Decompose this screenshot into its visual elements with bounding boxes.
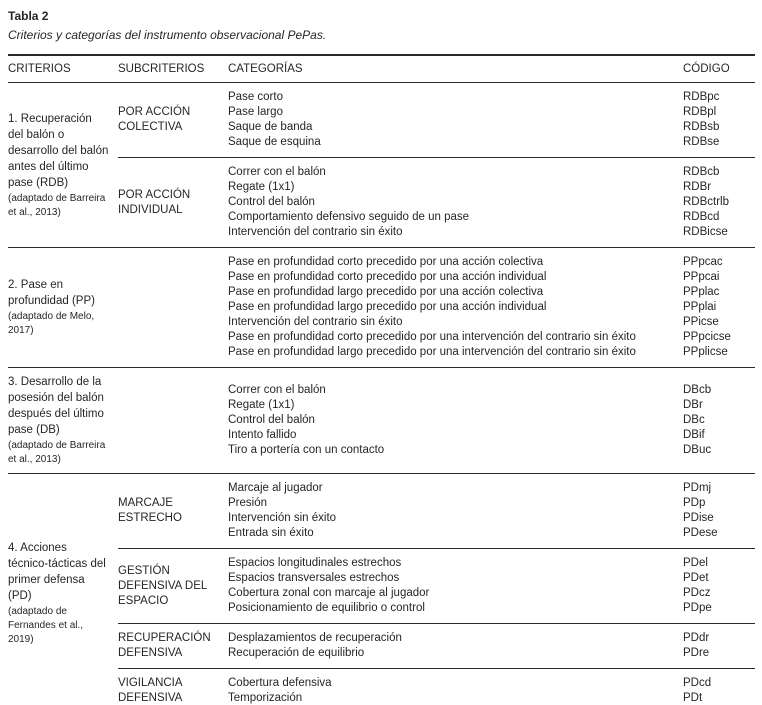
subcriterio-cell bbox=[118, 248, 228, 368]
categoria-label: Pase en profundidad largo precedido por una acción individual bbox=[228, 301, 547, 313]
categoria-label: Intento fallido bbox=[228, 429, 297, 441]
codigo-label: PDese bbox=[683, 527, 718, 539]
categorias-cell bbox=[228, 83, 683, 158]
codigo-label: PPplac bbox=[683, 286, 720, 298]
categoria-label: Espacios longitudinales estrechos bbox=[228, 557, 402, 569]
codigo-label: PPicse bbox=[683, 316, 719, 328]
categoria-label: Correr con el balón bbox=[228, 166, 326, 178]
categoria-label: Espacios transversales estrechos bbox=[228, 572, 400, 584]
codigo-label: PDpe bbox=[683, 602, 712, 614]
categoria-label: Control del balón bbox=[228, 414, 315, 426]
codigos-cell bbox=[683, 83, 755, 158]
codigos-cell bbox=[683, 669, 755, 705]
categoria-label: Regate (1x1) bbox=[228, 399, 295, 411]
categoria-label: Pase en profundidad corto precedido por una acción individual bbox=[228, 271, 547, 283]
criterio-source-note: (adaptado de Barreira et al., 2013) bbox=[8, 192, 106, 218]
subcriterio-cell: GESTIÓN DEFENSIVA DEL ESPACIO bbox=[118, 549, 228, 624]
categoria-label: Tiro a portería con un contacto bbox=[228, 444, 385, 456]
criterio-source-note: (adaptado de Barreira et al., 2013) bbox=[8, 440, 106, 465]
codigo-label: DBif bbox=[683, 429, 705, 441]
codigos-cell bbox=[683, 624, 755, 669]
categoria-label: Intervención sin éxito bbox=[228, 512, 337, 524]
criterio-cell bbox=[8, 248, 118, 368]
criterio-cell bbox=[8, 83, 118, 248]
codigo-label: PDcd bbox=[683, 677, 712, 689]
subcriterio-cell: MARCAJE ESTRECHO bbox=[118, 474, 228, 549]
codigo-label: PPplai bbox=[683, 301, 717, 313]
table-body bbox=[8, 83, 755, 705]
categoria-label: Pase en profundidad corto precedido por una acción colectiva bbox=[228, 256, 544, 268]
categoria-label: Comportamiento defensivo seguido de un pase bbox=[228, 211, 470, 223]
categorias-cell bbox=[228, 474, 683, 549]
criterio-label: 3. Desarrollo de la posesión del balón después del último pase (DB) bbox=[8, 376, 104, 436]
categoria-label: Pase corto bbox=[228, 91, 283, 103]
codigos-cell bbox=[683, 549, 755, 624]
codigos-cell bbox=[683, 474, 755, 549]
codigos-cell bbox=[683, 158, 755, 248]
subcriterio-cell: RECUPERACIÓN DEFENSIVA bbox=[118, 624, 228, 669]
categorias-cell bbox=[228, 624, 683, 669]
subcriterio-cell bbox=[118, 368, 228, 474]
categorias-cell bbox=[228, 368, 683, 474]
categoria-label: Intervención del contrario sin éxito bbox=[228, 316, 403, 328]
table-title: Tabla 2 bbox=[8, 9, 49, 23]
codigo-label: RDBicse bbox=[683, 226, 728, 238]
codigo-label: DBc bbox=[683, 414, 705, 426]
criterio-cell bbox=[8, 368, 118, 474]
subcriterio-cell: POR ACCIÓN COLECTIVA bbox=[118, 83, 228, 158]
categorias-cell bbox=[228, 549, 683, 624]
criterio-source-note: (adaptado de Melo, 2017) bbox=[8, 311, 95, 336]
criteria-group-row bbox=[8, 83, 755, 158]
categoria-label: Posicionamiento de equilibrio o control bbox=[228, 602, 425, 614]
criterio-label: 2. Pase en profundidad (PP) bbox=[8, 279, 95, 307]
categoria-label: Intervención del contrario sin éxito bbox=[228, 226, 403, 238]
codigo-label: RDBctrlb bbox=[683, 196, 730, 208]
categorias-cell bbox=[228, 158, 683, 248]
criterio-label: 1. Recuperación del balón o desarrollo del balón antes del último pase (RDB) bbox=[8, 112, 109, 189]
codigo-label: DBuc bbox=[683, 444, 712, 456]
codigo-label: PPpcicse bbox=[683, 331, 731, 343]
codigo-label: PDdr bbox=[683, 632, 710, 644]
codigo-label: RDBse bbox=[683, 136, 720, 148]
codigo-label: RDBcb bbox=[683, 166, 720, 178]
subcriterio-cell: VIGILANCIA DEFENSIVA bbox=[118, 669, 228, 705]
categoria-label: Pase en profundidad largo precedido por una acción colectiva bbox=[228, 286, 544, 298]
categoria-label: Saque de esquina bbox=[228, 136, 321, 148]
codigo-label: PDt bbox=[683, 692, 703, 704]
column-header-categorias: CATEGORÍAS bbox=[228, 55, 683, 83]
codigo-label: RDBpl bbox=[683, 106, 717, 118]
codigo-label: PPpcai bbox=[683, 271, 720, 283]
codigo-label: PPplicse bbox=[683, 346, 728, 358]
categoria-label: Recuperación de equilibrio bbox=[228, 647, 365, 659]
categoria-label: Correr con el balón bbox=[228, 384, 326, 396]
categoria-label: Presión bbox=[228, 497, 267, 509]
categoria-label: Control del balón bbox=[228, 196, 315, 208]
categoria-label: Desplazamientos de recuperación bbox=[228, 632, 402, 644]
codigo-label: DBcb bbox=[683, 384, 712, 396]
codigo-label: PDp bbox=[683, 497, 706, 509]
criterio-cell bbox=[8, 474, 118, 705]
codigo-label: RDBr bbox=[683, 181, 712, 193]
table-header bbox=[8, 55, 755, 83]
criteria-group-row bbox=[8, 248, 755, 368]
table-subtitle: Criterios y categorías del instrumento observacional PePas. bbox=[8, 28, 327, 42]
criteria-group-row bbox=[8, 474, 755, 549]
codigos-cell bbox=[683, 368, 755, 474]
criterio-source-note: (adaptado de Fernandes et al., 2019) bbox=[8, 606, 84, 645]
codigo-label: PDet bbox=[683, 572, 709, 584]
categoria-label: Regate (1x1) bbox=[228, 181, 295, 193]
codigo-label: PDise bbox=[683, 512, 714, 524]
codigos-cell bbox=[683, 248, 755, 368]
codigo-label: RDBcd bbox=[683, 211, 720, 223]
categoria-label: Pase en profundidad corto precedido por una intervención del contrario sin éxito bbox=[228, 331, 636, 343]
codigo-label: DBr bbox=[683, 399, 703, 411]
codigo-label: PDre bbox=[683, 647, 710, 659]
categoria-label: Cobertura defensiva bbox=[228, 677, 332, 689]
codigo-label: RDBpc bbox=[683, 91, 720, 103]
criteria-group-row bbox=[8, 624, 755, 669]
codigo-label: PDcz bbox=[683, 587, 711, 599]
categoria-label: Cobertura zonal con marcaje al jugador bbox=[228, 587, 430, 599]
criterio-label: 4. Acciones técnico-tácticas del primer defensa (PD) bbox=[8, 542, 106, 602]
categorias-cell bbox=[228, 669, 683, 705]
categoria-label: Entrada sin éxito bbox=[228, 527, 314, 539]
categoria-label: Temporización bbox=[228, 692, 303, 704]
column-header-codigo: CÓDIGO bbox=[683, 55, 755, 83]
categoria-label: Saque de banda bbox=[228, 121, 313, 133]
categorias-cell bbox=[228, 248, 683, 368]
codigo-label: PPpcac bbox=[683, 256, 723, 268]
categoria-label: Pase en profundidad largo precedido por una intervención del contrario sin éxito bbox=[228, 346, 636, 358]
column-header-subcriterios: SUBCRITERIOS bbox=[118, 55, 228, 83]
categoria-label: Marcaje al jugador bbox=[228, 482, 323, 494]
codigo-label: RDBsb bbox=[683, 121, 720, 133]
criteria-group-row bbox=[8, 368, 755, 474]
column-header-criterios: CRITERIOS bbox=[8, 55, 118, 83]
categoria-label: Pase largo bbox=[228, 106, 283, 118]
subcriterio-cell: POR ACCIÓN INDIVIDUAL bbox=[118, 158, 228, 248]
codigo-label: PDel bbox=[683, 557, 708, 569]
codigo-label: PDmj bbox=[683, 482, 712, 494]
criteria-group-row bbox=[8, 669, 755, 705]
criteria-table bbox=[8, 54, 755, 705]
criteria-group-row bbox=[8, 549, 755, 624]
criteria-group-row bbox=[8, 158, 755, 248]
